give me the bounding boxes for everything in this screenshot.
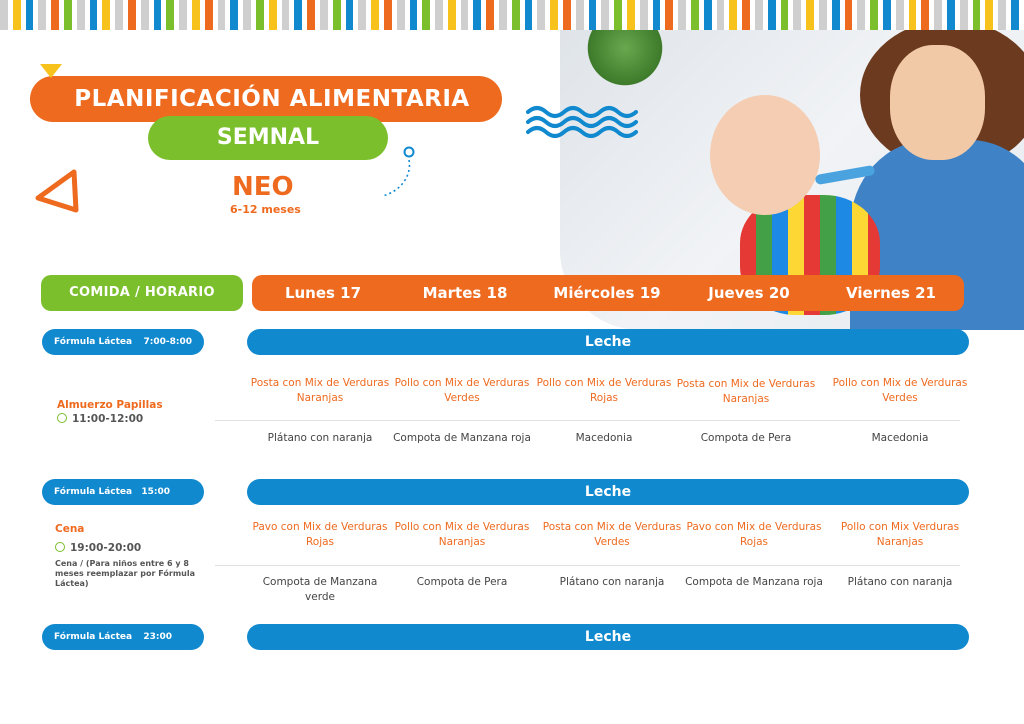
stripe: [205, 0, 213, 30]
stripe: [819, 0, 827, 30]
stripe: [230, 0, 238, 30]
meal-cell: Posta con Mix de Verduras Verdes: [542, 521, 682, 548]
stripe: [601, 0, 609, 30]
meal-cell: Plátano con naranja: [559, 576, 665, 588]
stripe: [486, 0, 494, 30]
stripe: [883, 0, 891, 30]
stripe: [166, 0, 174, 30]
stripe: [768, 0, 776, 30]
stripe: [192, 0, 200, 30]
day-header: Viernes 21: [846, 284, 936, 302]
meal-cell: Compota de Pera: [416, 576, 508, 588]
stripe: [256, 0, 264, 30]
day-header: Martes 18: [422, 284, 508, 302]
stripe: [346, 0, 354, 30]
stripe: [781, 0, 789, 30]
meal-cell: Macedonia: [871, 432, 929, 444]
meal-cell: Plátano con naranja: [847, 576, 953, 588]
meal-name: Fórmula Láctea: [54, 337, 133, 347]
stripe: [691, 0, 699, 30]
yellow-triangle-icon: [40, 64, 62, 78]
meal-name: Cena: [55, 523, 85, 535]
day-header: Lunes 17: [284, 284, 362, 302]
stripe: [665, 0, 673, 30]
stripe: [51, 0, 59, 30]
meal-note: Cena / (Para niños entre 6 y 8 meses reemplazar por Fórmula Láctea): [55, 559, 195, 588]
age-range: 6-12 meses: [230, 203, 301, 216]
meal-cell: Pavo con Mix de Verduras Rojas: [252, 521, 388, 548]
stripe: [269, 0, 277, 30]
stripe: [384, 0, 392, 30]
meal-name: Almuerzo Papillas: [57, 399, 163, 411]
meal-cell: Posta con Mix de Verduras Naranjas: [676, 378, 816, 405]
meal-cell: Pollo con Mix Verduras Naranjas: [840, 521, 960, 548]
formula-label: [42, 479, 204, 505]
clock-icon: [55, 542, 65, 552]
stripe: [960, 0, 968, 30]
meal-cell: Pollo con Mix de Verduras Verdes: [394, 377, 530, 404]
stripe: [870, 0, 878, 30]
page-subtitle: SEMNAL: [148, 116, 388, 160]
stripe: [921, 0, 929, 30]
meal-cell: Compota de Manzana roja: [685, 576, 823, 588]
stripe: [576, 0, 584, 30]
stripe: [896, 0, 904, 30]
meal-time: 15:00: [141, 487, 170, 497]
stripe: [627, 0, 635, 30]
stripe: [499, 0, 507, 30]
row-divider: [215, 565, 960, 566]
stripe: [26, 0, 34, 30]
leche-bar: Leche: [247, 624, 969, 650]
stripe: [832, 0, 840, 30]
stripe: [320, 0, 328, 30]
formula-label: [42, 329, 204, 355]
wave-lines-icon: [526, 104, 640, 138]
stripe: [0, 0, 8, 30]
stripe: [678, 0, 686, 30]
stripe: [729, 0, 737, 30]
stripe: [358, 0, 366, 30]
meal-cell: Posta con Mix de Verduras Naranjas: [250, 377, 390, 404]
meal-time: 23:00: [143, 632, 172, 642]
meal-cell: Pollo con Mix de Verduras Verdes: [832, 377, 968, 404]
stripe: [793, 0, 801, 30]
stripe: [102, 0, 110, 30]
stripe: [422, 0, 430, 30]
stripe: [909, 0, 917, 30]
meal-name: Fórmula Láctea: [54, 487, 133, 497]
leche-bar: Leche: [247, 479, 969, 505]
stripe: [947, 0, 955, 30]
stripe: [998, 0, 1006, 30]
stripe: [115, 0, 123, 30]
meal-name: Fórmula Láctea: [54, 632, 133, 642]
meal-cell: Compota de Manzana roja: [393, 432, 531, 444]
stripe: [64, 0, 72, 30]
meal-cell: Pollo con Mix de Verduras Rojas: [536, 377, 672, 404]
stripe: [473, 0, 481, 30]
stripe: [435, 0, 443, 30]
stripe: [154, 0, 162, 30]
stripe: [141, 0, 149, 30]
stripe: [857, 0, 865, 30]
stripe: [410, 0, 418, 30]
stripe: [371, 0, 379, 30]
stripe: [294, 0, 302, 30]
stripe: [333, 0, 341, 30]
meal-cell: Compota de Manzana verde: [262, 576, 378, 603]
stripe: [845, 0, 853, 30]
stripe: [985, 0, 993, 30]
stripe: [128, 0, 136, 30]
stripe: [38, 0, 46, 30]
stripe: [806, 0, 814, 30]
stripe: [13, 0, 21, 30]
meal-time: 11:00-12:00: [57, 413, 143, 425]
meal-cell: Plátano con naranja: [267, 432, 373, 444]
stripe: [614, 0, 622, 30]
stripe: [1011, 0, 1019, 30]
stripe: [307, 0, 315, 30]
meal-cell: Compota de Pera: [700, 432, 792, 444]
stripe: [461, 0, 469, 30]
stripe: [755, 0, 763, 30]
page-title: PLANIFICACIÓN ALIMENTARIA: [74, 86, 470, 112]
days-header: [252, 275, 964, 311]
stripe: [512, 0, 520, 30]
triangle-outline-icon: [34, 168, 80, 214]
meal-cell: Pollo con Mix de Verduras Naranjas: [394, 521, 530, 548]
row-divider: [215, 420, 960, 421]
formula-label: [42, 624, 204, 650]
stripe: [282, 0, 290, 30]
stripe: [448, 0, 456, 30]
day-header: Jueves 20: [708, 284, 790, 302]
stripe: [243, 0, 251, 30]
stripe: [704, 0, 712, 30]
meal-cell: Pavo con Mix de Verduras Rojas: [686, 521, 822, 548]
stripe: [973, 0, 981, 30]
day-header: Miércoles 19: [553, 284, 661, 302]
meal-cell: Macedonia: [575, 432, 633, 444]
program-name: NEO: [232, 172, 294, 202]
stripe: [525, 0, 533, 30]
corner-header: COMIDA / HORARIO: [41, 275, 243, 311]
stripe: [589, 0, 597, 30]
stripe: [640, 0, 648, 30]
stripe: [90, 0, 98, 30]
dotted-line-icon: [380, 146, 420, 202]
stripe: [550, 0, 558, 30]
meal-time: 19:00-20:00: [55, 542, 141, 554]
stripe: [563, 0, 571, 30]
stripe: [537, 0, 545, 30]
stripe: [179, 0, 187, 30]
decorative-stripes: [0, 0, 1024, 30]
stripe: [397, 0, 405, 30]
stripe: [653, 0, 661, 30]
leche-bar: Leche: [247, 329, 969, 355]
meal-time: 7:00-8:00: [143, 337, 192, 347]
stripe: [934, 0, 942, 30]
stripe: [717, 0, 725, 30]
stripe: [218, 0, 226, 30]
stripe: [742, 0, 750, 30]
stripe: [77, 0, 85, 30]
clock-icon: [57, 413, 67, 423]
